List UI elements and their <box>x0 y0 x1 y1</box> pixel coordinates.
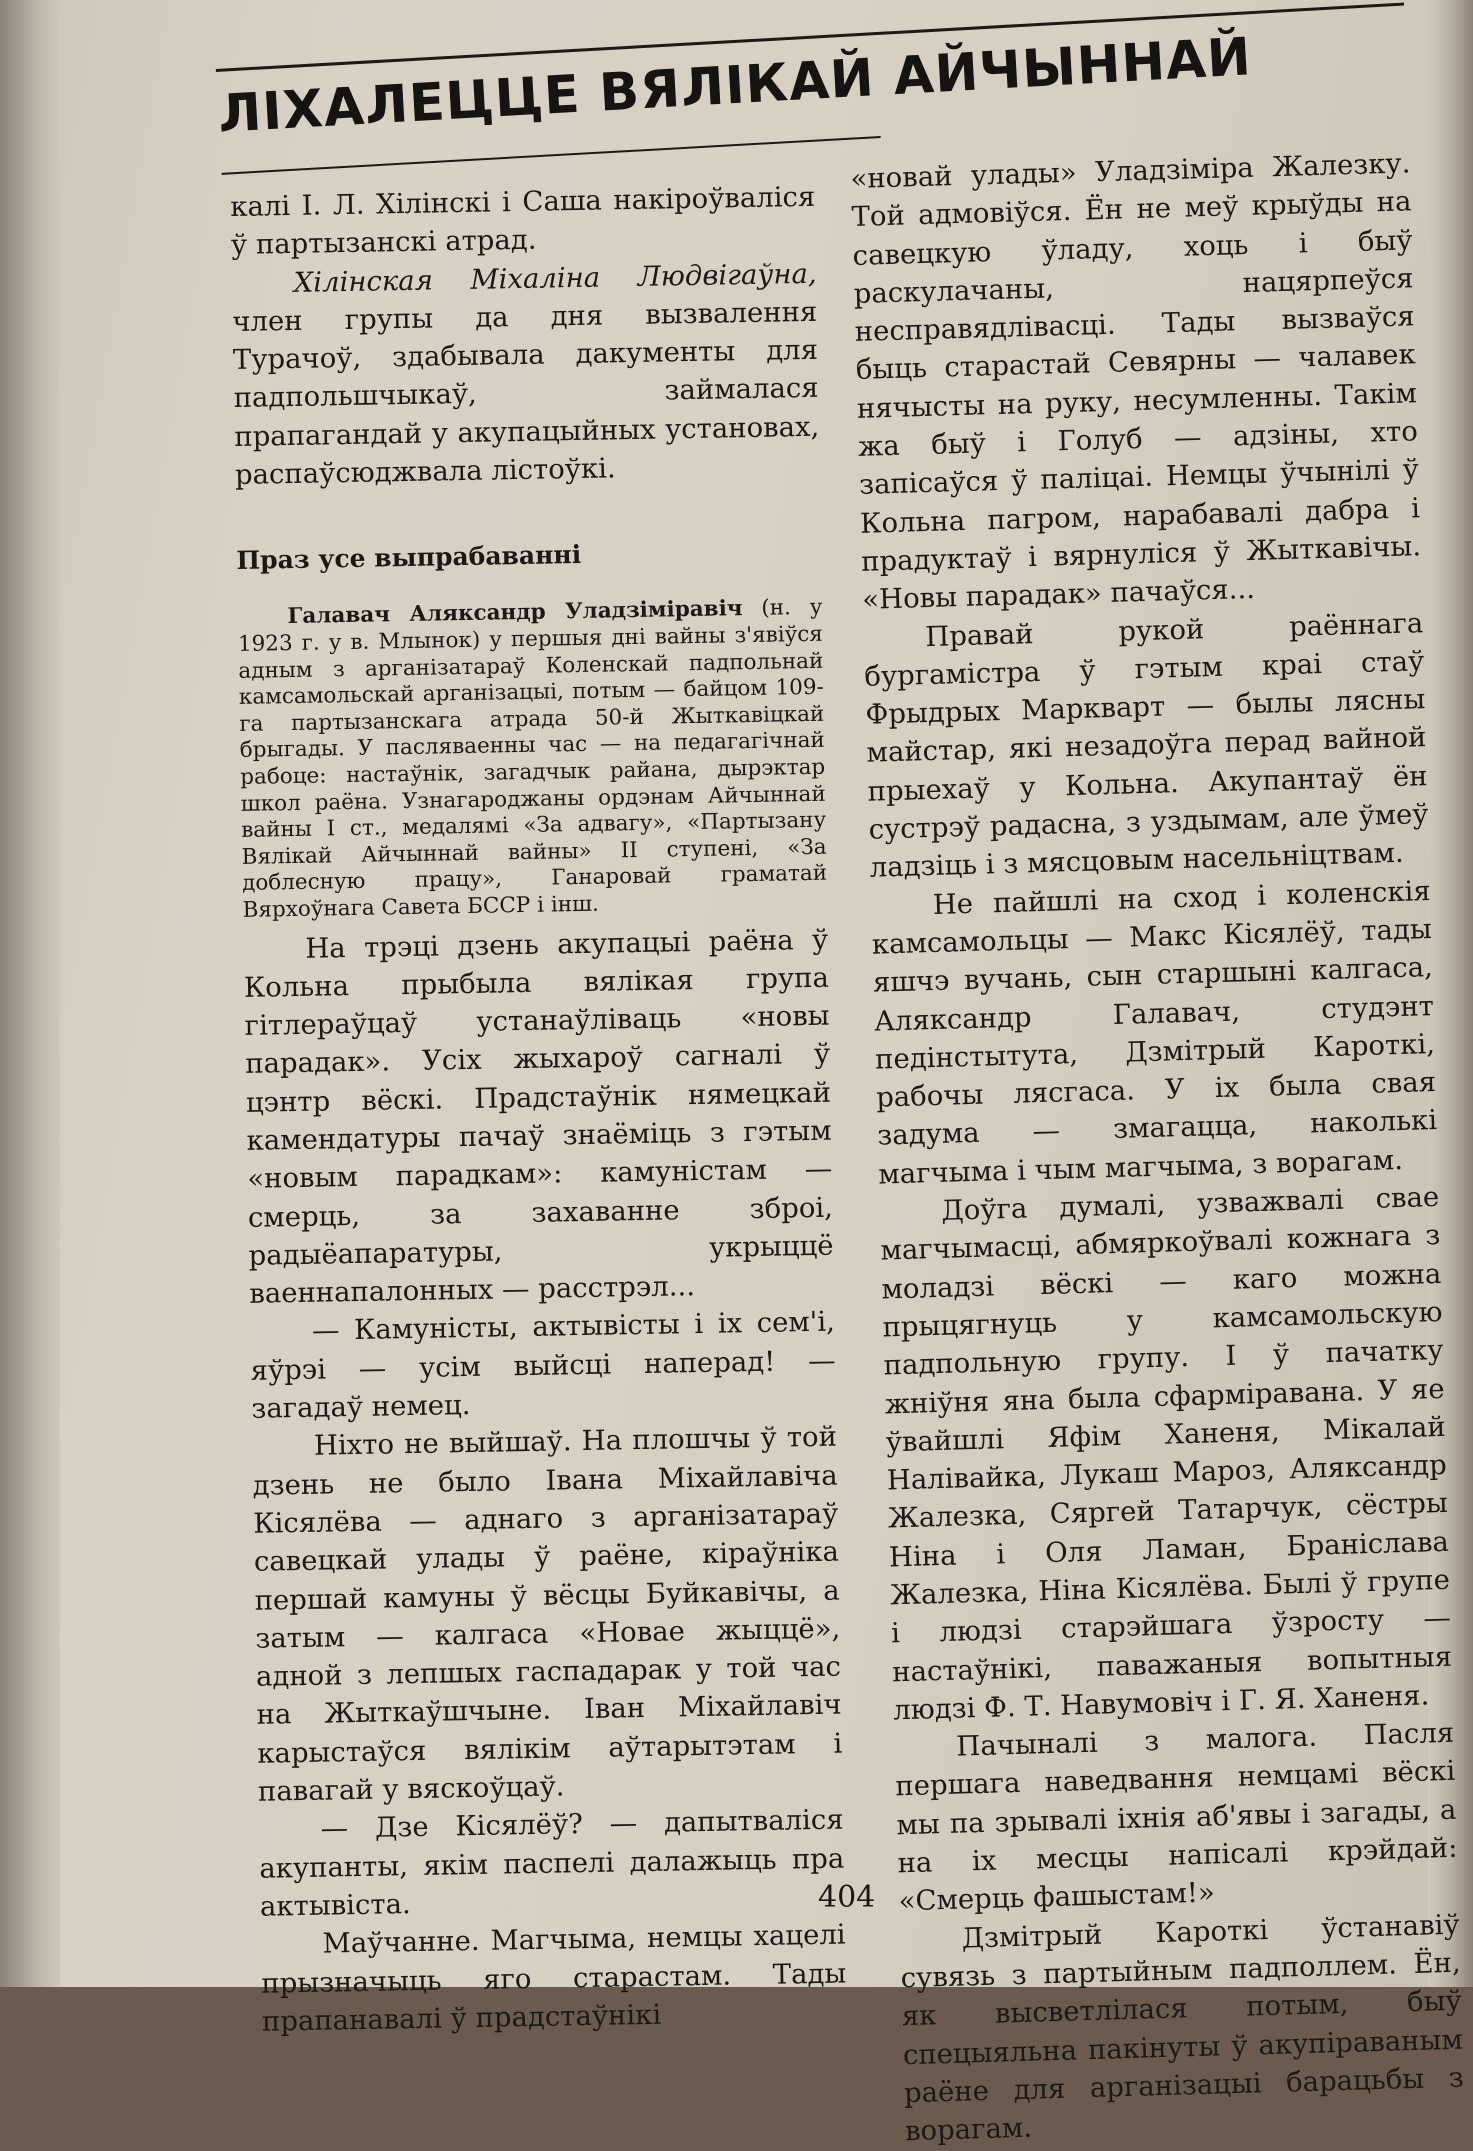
paragraph: Доўга думалі, узважвалі свае магчымасці, абмяркоўвалі кожнага з моладзі вёскі — каго можна прыцягнуць у камсамольскую падпольную групу. І ў пачатку жніўня яна была сфарміравана. У яе ўвайшлі Яфім Ханеня, Мікалай Налівайка, Лукаш Мароз, Аляксандр Жалезка, Сяргей Татарчук, сёстры Ніна і Оля Ламан, Браніслава Жалезка, Ніна Кісялёва. Былі ў групе і людзі старэйшага ўзросту — настаўнікі, паважаныя вопытныя людзі Ф. Т. Навумовіч і Г. Я. Ханеня. <box>880 1180 1453 1727</box>
paragraph: Пачыналі з малога. Пасля першага наведвання немцамі вёскі мы па зрывалі іхнія аб'явы і загады, а на іх месцы напісалі крэйдай: «Смерць фашыстам!» <box>894 1716 1458 1918</box>
paragraph: калі І. Л. Хілінскі і Саша накіроўваліся ў партызанскі атрад. <box>230 180 816 262</box>
person-name: Хілінская Міхаліна Людвігаўна, <box>293 257 817 299</box>
paragraph: Не пайшлі на сход і коленскія камсамольцы — Макс Кісялёў, тады яшчэ вучань, сын старшыні калгаса, Аляксандр Галавач, студэнт педінстытута, Дзмітрый Кароткі, рабочы лясгаса. У іх была свая задума — змагацца, наколькі магчыма і чым магчыма, з ворагам. <box>871 874 1438 1191</box>
paragraph-text: член групы да дня вызвалення Турачоў, здабывала дакументы для падпольшчыкаў, займалася прапагандай у акупацыйных установах, распаўсюджвала лістоўкі. <box>232 295 820 492</box>
page-number: 404 <box>818 1880 876 1915</box>
left-column <box>230 178 847 2041</box>
paragraph: Правай рукой раённага бургамістра ў гэтым краі стаў Фрыдрых Маркварт — былы лясны майстар, які незадоўга перад вайной прыехаў у Кольна. Акупантаў ён сустрэў радасна, з уздымам, але ўмеў ладзіць і з мясцовым насельніцтвам. <box>863 606 1429 885</box>
section-heading: Праз усе выпрабаванні <box>236 540 582 576</box>
paragraph: На трэці дзень акупацыі раёна ў Кольна прыбыла вялікая група гітлераўцаў устанаўліваць «новы парадак». Усіх жыхароў сагналі ў цэнтр вёскі. Прадстаўнік нямецкай камендатуры пачаў знаёміць з гэтым «новым парадкам»: камуністам — смерць, за захаванне зброі, радыёапаратуры, укрыццё ваеннапалонных — расстрэл... <box>243 923 834 1311</box>
paragraph: Ніхто не выйшаў. На плошчы ў той дзень не было Івана Міхайлавіча Кісялёва — аднаго з арганізатараў савецкай улады ў раёне, кіраўніка першай камуны ў вёсцы Буйкавічы, а затым — калгаса «Новае жыццё», адной з лепшых гаспадарак у той час на Жыткаўшчыне. Іван Міхайлавіч карыстаўся вялікім аўтарытэтам і павагай у вяскоўцаў. <box>252 1420 843 1808</box>
paragraph: Маўчанне. Магчыма, немцы хацелі прызначыць яго старастам. Тады прапанавалі ў прадстаўнікі <box>261 1918 847 2038</box>
paragraph: Дзмітрый Кароткі ўстанавіў сувязь з партыйным падполлем. Ён, як высветлілася потым, быў спецыяльна пакінуты ў акупіраваным раёне для арганізацыі барацьбы з ворагам. <box>900 1908 1465 2148</box>
biography-text: (н. у 1923 г. у в. Млынок) у першыя дні вайны з'явіўся адным з арганізатараў Коленскай падпольнай камсамольскай арганізацыі, потым — байцом 109-га партызанскага атрада 50-й Жыткавіцкай брыгады. У пасляваенны час — на педагагічнай рабоце: настаўнік, загадчык райана, дырэктар школ раёна. Узнагароджаны ордэнам Айчыннай вайны І ст., медалямі «За адвагу», «Партызану Вялікай Айчыннай вайны» ІІ ступені, «За доблесную працу», Ганаровай граматай Вярхоўнага Савета БССР і інш. <box>237 595 828 923</box>
paragraph: «новай улады» Уладзіміра Жалезку. Той адмовіўся. Ён не меў крыўды на савецкую ўладу, хоць і быў раскулачаны, нацярпеўся несправядлівасці. Тады вызваўся быць старастай Севярны — чалавек нячысты на руку, несумленны. Такім жа быў і Голуб — адзіны, хто запісаўся ў паліцаі. Немцы ўчынілі ў Кольна пагром, нарабавалі дабра і прадуктаў і вярнуліся ў Жыткавічы. «Новы парадак» пачаўся... <box>850 147 1422 617</box>
paragraph: — Камуністы, актывісты і іх сем'і, яўрэі — усім выйсці наперад! — загадаў немец. <box>250 1306 836 1425</box>
header-rule-bottom <box>222 136 881 175</box>
paragraph <box>231 254 820 494</box>
book-binding <box>0 0 60 1987</box>
person-name: Галавач Аляксандр Уладзіміравіч <box>287 596 743 630</box>
right-column <box>850 144 1465 2150</box>
page-title: ЛІХАЛЕЦЦЕ ВЯЛІКАЙ АЙЧЫННАЙ <box>216 27 1254 145</box>
paragraph: — Дзе Кісялёў? — дапытваліся акупанты, якім паспелі далажыць пра актывіста. <box>259 1803 845 1923</box>
biography-note <box>237 595 827 924</box>
